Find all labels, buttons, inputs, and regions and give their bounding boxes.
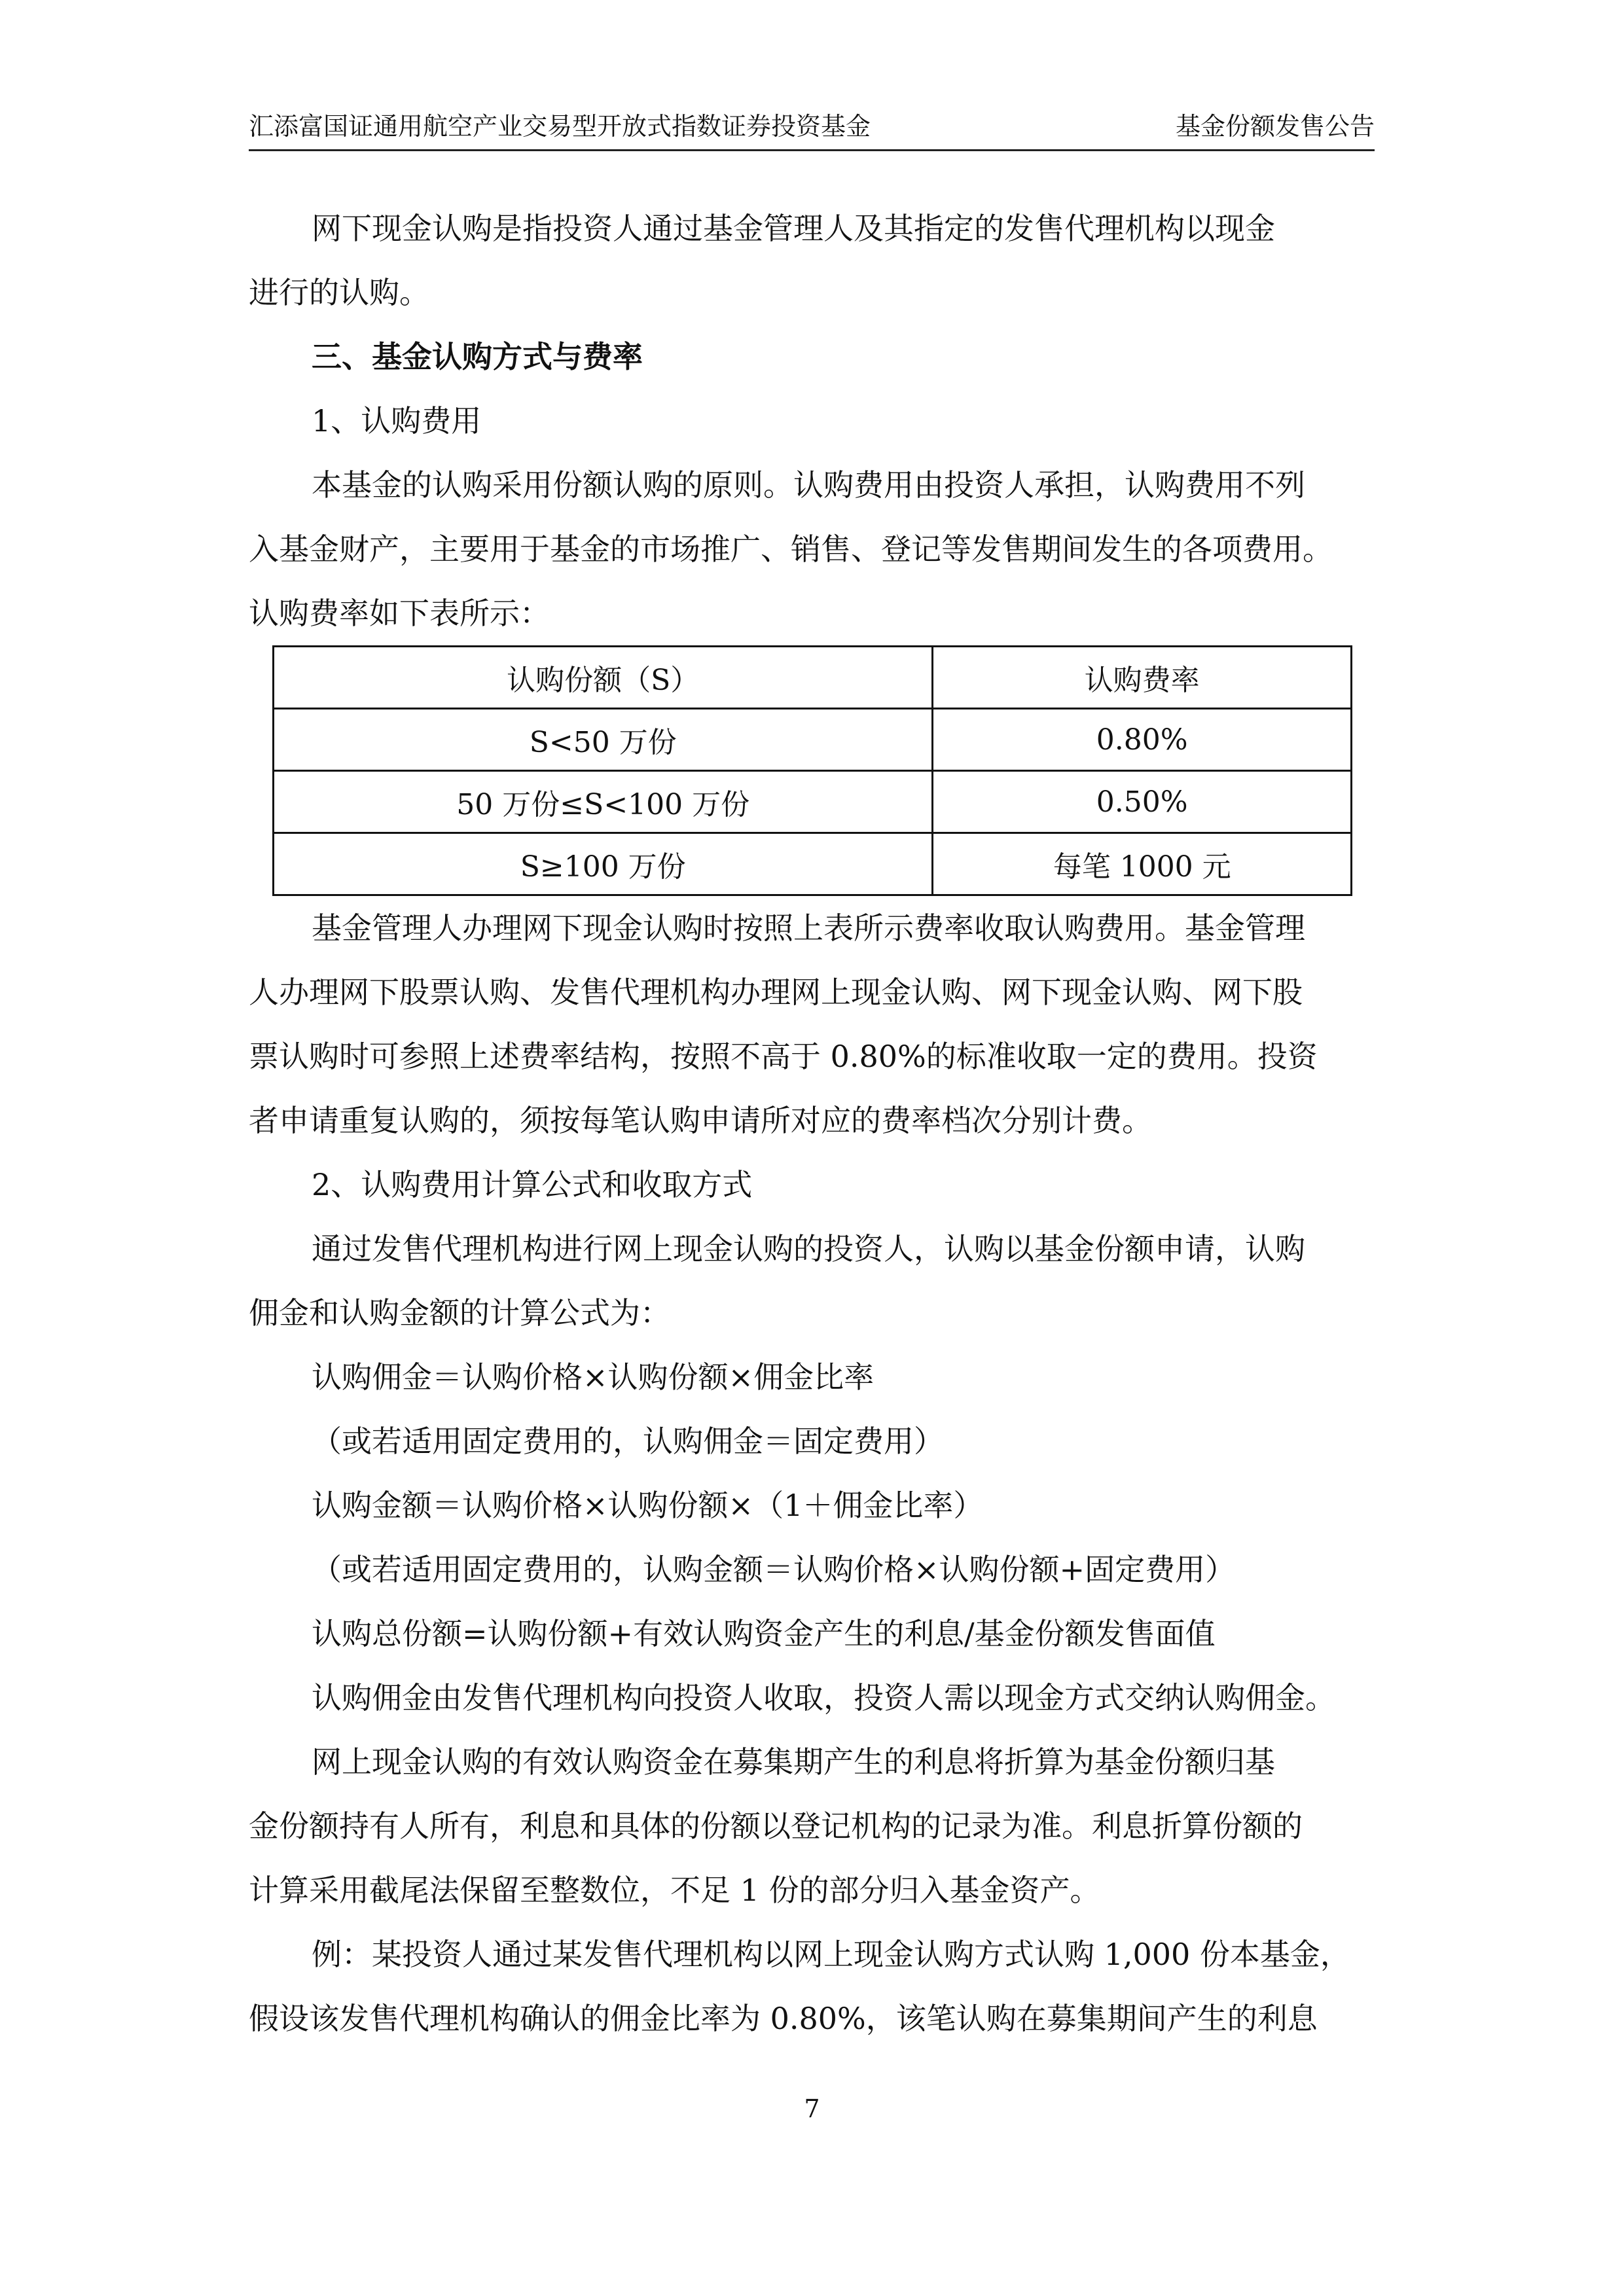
paragraph-interest-line1: 网上现金认购的有效认购资金在募集期产生的利息将折算为基金份额归基	[312, 1744, 1275, 1780]
body-content	[249, 196, 1375, 2051]
header-fund-name: 汇添富国证通用航空产业交易型开放式指数证券投资基金	[249, 112, 871, 141]
header-doc-title: 基金份额发售公告	[1175, 112, 1375, 141]
subheading-fee-formula: 2、认购费用计算公式和收取方式	[312, 1167, 753, 1202]
formula-commission: 认购佣金＝认购价格×认购份额×佣金比率	[312, 1359, 875, 1395]
page-header	[249, 110, 1375, 151]
section-heading-3: 三、基金认购方式与费率	[312, 339, 643, 374]
table-cell: 50 万份≤S<100 万份	[274, 771, 933, 833]
paragraph-example-line1: 例：某投资人通过某发售代理机构以网上现金认购方式认购 1,000 份本基金，	[312, 1937, 1350, 1972]
table-cell: 每笔 1000 元	[933, 833, 1352, 895]
paragraph-interest-line3: 计算采用截尾法保留至整数位，不足 1 份的部分归入基金资产。	[249, 1873, 1100, 1908]
formula-commission-fixed: （或若适用固定费用的，认购佣金＝固定费用）	[312, 1424, 944, 1459]
table-cell: 0.80%	[933, 709, 1352, 771]
table-row	[274, 771, 1352, 833]
paragraph-fee-collection-line4: 者申请重复认购的，须按每笔认购申请所对应的费率档次分别计费。	[249, 1103, 1152, 1138]
paragraph-commission-payment: 认购佣金由发售代理机构向投资人收取，投资人需以现金方式交纳认购佣金。	[312, 1680, 1335, 1715]
table-row	[274, 833, 1352, 895]
paragraph-interest-line2: 金份额持有人所有，利息和具体的份额以登记机构的记录为准。利息折算份额的	[249, 1808, 1303, 1844]
table-cell: S≥100 万份	[274, 833, 933, 895]
paragraph-fee-collection-line2: 人办理网下股票认购、发售代理机构办理网上现金认购、网下现金认购、网下股	[249, 975, 1303, 1010]
paragraph-example-line2: 假设该发售代理机构确认的佣金比率为 0.80%，该笔认购在募集期间产生的利息	[249, 2001, 1318, 2036]
paragraph-fee-principle-line2: 入基金财产，主要用于基金的市场推广、销售、登记等发售期间发生的各项费用。	[249, 531, 1333, 567]
paragraph-fee-collection-line3: 票认购时可参照上述费率结构，按照不高于 0.80%的标准收取一定的费用。投资	[249, 1039, 1318, 1074]
paragraph-fee-principle-line3: 认购费率如下表所示：	[249, 596, 550, 631]
paragraph-fee-principle-line1: 本基金的认购采用份额认购的原则。认购费用由投资人承担，认购费用不列	[312, 467, 1305, 503]
paragraph-online-cash-line1: 通过发售代理机构进行网上现金认购的投资人，认购以基金份额申请，认购	[312, 1231, 1305, 1266]
paragraph-fee-collection-line1: 基金管理人办理网下现金认购时按照上表所示费率收取认购费用。基金管理	[312, 910, 1305, 946]
fee-rate-table	[272, 645, 1352, 896]
formula-amount-fixed: （或若适用固定费用的，认购金额＝认购价格×认购份额+固定费用）	[312, 1552, 1236, 1587]
table-header-cell: 认购费率	[933, 647, 1352, 709]
page-number: 7	[804, 2094, 820, 2123]
table-header-row	[274, 647, 1352, 709]
subheading-fees: 1、认购费用	[312, 403, 482, 439]
formula-total-shares: 认购总份额=认购份额+有效认购资金产生的利息/基金份额发售面值	[312, 1616, 1216, 1651]
paragraph-online-cash-line2: 佣金和认购金额的计算公式为：	[249, 1295, 670, 1331]
table-row	[274, 709, 1352, 771]
formula-amount: 认购金额＝认购价格×认购份额×（1＋佣金比率）	[312, 1488, 984, 1523]
table-cell: S<50 万份	[274, 709, 933, 771]
table-cell: 0.50%	[933, 771, 1352, 833]
paragraph-offline-cash-line2: 进行的认购。	[249, 275, 429, 310]
paragraph-offline-cash-line1: 网下现金认购是指投资人通过基金管理人及其指定的发售代理机构以现金	[312, 211, 1275, 246]
table-header-cell: 认购份额（S）	[274, 647, 933, 709]
